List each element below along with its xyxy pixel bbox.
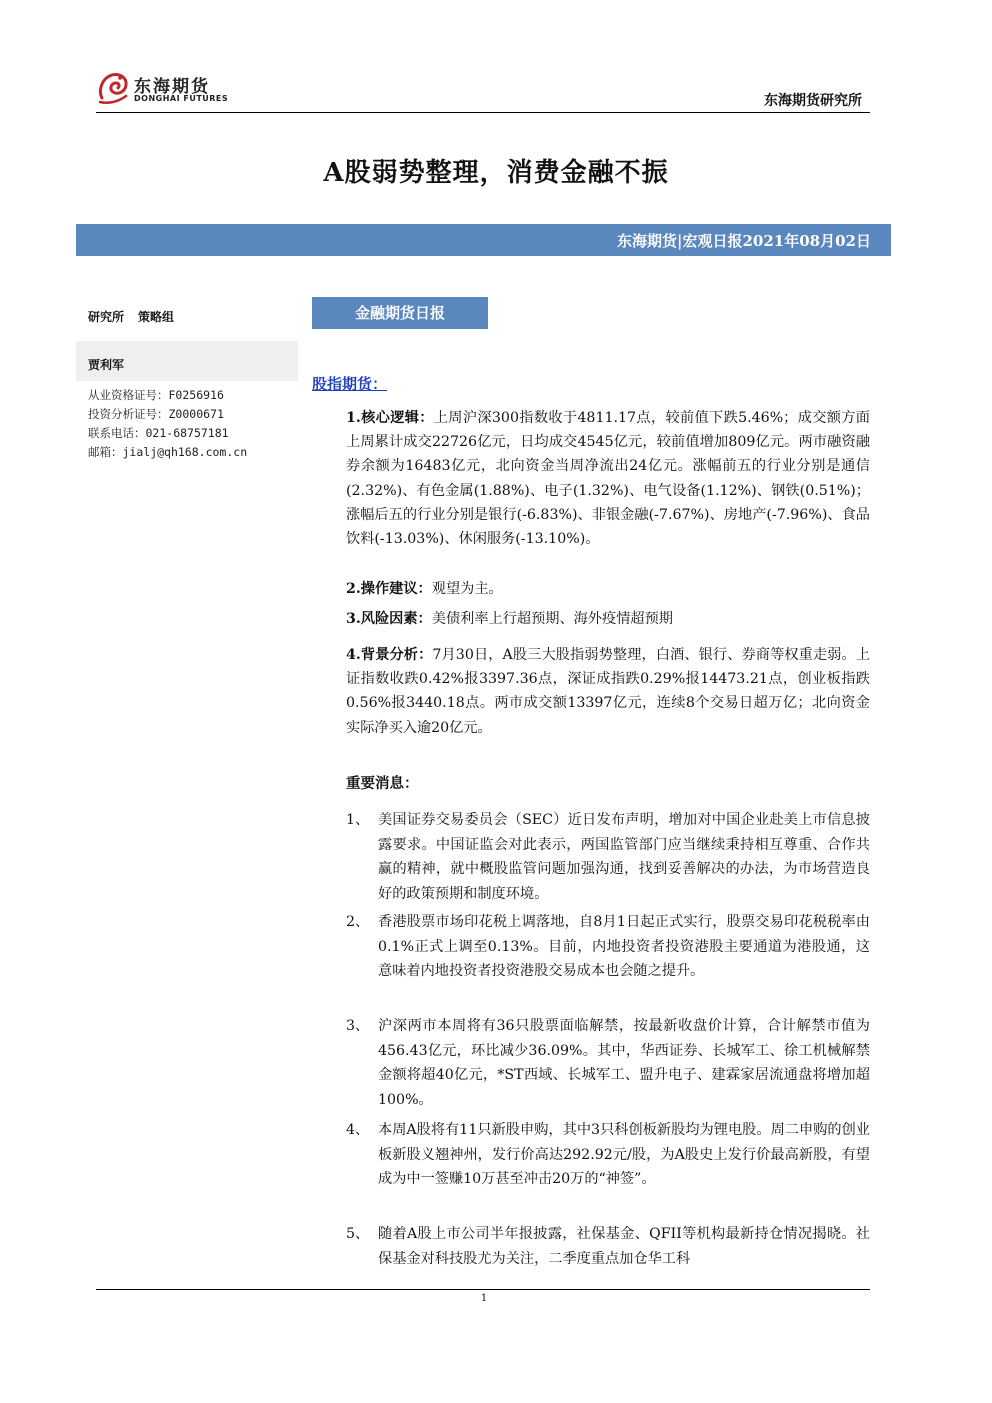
institute-name: 东海期货研究所 <box>764 93 862 109</box>
point-background <box>346 643 870 740</box>
credential-qualification: 从业资格证号：F0256916 <box>88 388 224 402</box>
banner-text: 东海期货|宏观日报2021年08月02日 <box>617 232 871 250</box>
company-logo <box>96 66 231 110</box>
point-risk <box>346 607 870 631</box>
logo-cn-text: 东海期货 <box>134 77 210 97</box>
report-banner <box>76 224 891 256</box>
news-number: 4、 <box>346 1122 370 1138</box>
point-suggestion <box>346 577 870 601</box>
point-text: 上周沪深300指数收于4811.17点，较前值下跌5.46%；成交额方面上周累计成交22726亿元，日均成交4545亿元，较前值增加809亿元。两市融资融券余额为16483亿元，北向资金当周净流出24亿元。涨幅前五的行业分别是通信(2.32%)、有色金属(1.88%)、电子(1.32%)、电气设备(1.12%)、钢铁(0.51%)；涨幅后五的行业分别是银行(-6.83%)、非银金融(-7.67%)、房地产(-7.96%)、食品饮料(-13.03%)、休闲服务(-13.10%)。 <box>346 410 870 548</box>
news-text: 美国证券交易委员会（SEC）近日发布声明，增加对中国企业赴美上市信息披露要求。中国证监会对此表示，两国监管部门应当继续秉持相互尊重、合作共赢的精神，就中概股监管问题加强沟通，找到妥善解决的办法，为市场营造良好的政策预期和制度环境。 <box>378 812 870 902</box>
news-text: 香港股票市场印花税上调落地，自8月1日起正式实行，股票交易印花税税率由0.1%正式上调至0.13%。目前，内地投资者投资港股主要通道为港股通，这意味着内地投资者投资港股交易成本也会随之提升。 <box>378 914 870 979</box>
credential-email: 邮箱：jialj@qh168.com.cn <box>88 445 248 459</box>
point-core-logic <box>346 406 870 551</box>
department: 研究所 <box>88 310 125 324</box>
dragon-logo-icon <box>96 68 130 106</box>
news-number: 5、 <box>346 1226 370 1242</box>
point-text: 观望为主。 <box>431 581 503 597</box>
point-label: 2.操作建议： <box>346 581 432 597</box>
point-text: 美债利率上行超预期、海外疫情超预期 <box>431 611 673 627</box>
news-item <box>346 1118 870 1192</box>
point-label: 3.风险因素： <box>346 611 432 627</box>
news-text: 沪深两市本周将有36只股票面临解禁，按最新收盘价计算，合计解禁市值为456.43亿元，环比减少36.09%。其中，华西证券、长城军工、徐工机械解禁金额将超40亿元，*ST西域、长城军工、盟升电子、建霖家居流通盘将增加超100%。 <box>378 1018 870 1108</box>
news-number: 1、 <box>346 812 370 828</box>
header-rule <box>96 112 870 113</box>
subsection-heading: 股指期货： <box>312 375 388 393</box>
news-text: 本周A股将有11只新股申购，其中3只科创板新股均为锂电股。周二申购的创业板新股义翘神州，发行价高达292.92元/股，为A股史上发行价最高新股，有望成为中一签赚10万甚至冲击20万的“神签”。 <box>378 1122 870 1187</box>
page-number: 1 <box>480 1293 488 1304</box>
author-name: 贾利军 <box>88 358 125 372</box>
news-item <box>346 808 870 906</box>
news-text: 随着A股上市公司半年报披露，社保基金、QFII等机构最新持仓情况揭晓。社保基金对科技股尤为关注，二季度重点加仓华工科 <box>378 1226 870 1267</box>
section-label: 金融期货日报 <box>312 297 488 329</box>
report-title: A股弱势整理，消费金融不振 <box>323 158 669 188</box>
news-number: 3、 <box>346 1018 370 1034</box>
news-item <box>346 1014 870 1112</box>
news-heading: 重要消息： <box>346 775 419 792</box>
group-name: 策略组 <box>138 310 175 324</box>
credential-phone: 联系电话：021-68757181 <box>88 426 229 440</box>
news-number: 2、 <box>346 914 370 930</box>
point-text: 7月30日，A股三大股指弱势整理，白酒、银行、券商等权重走弱。上证指数收跌0.42%报3397.36点，深证成指跌0.29%报14473.21点，创业板指跌0.56%报3440.18点。两市成交额13397亿元，连续8个交易日超万亿；北向资金实际净买入逾20亿元。 <box>346 647 871 736</box>
credential-analysis: 投资分析证号：Z0000671 <box>88 407 224 421</box>
news-item <box>346 910 870 984</box>
department-line <box>88 308 174 325</box>
footer-rule <box>96 1289 870 1290</box>
news-item <box>346 1222 870 1271</box>
point-label: 1.核心逻辑： <box>346 410 434 426</box>
logo-en-text: DONGHAI FUTURES <box>134 94 229 103</box>
point-label: 4.背景分析： <box>346 647 433 663</box>
